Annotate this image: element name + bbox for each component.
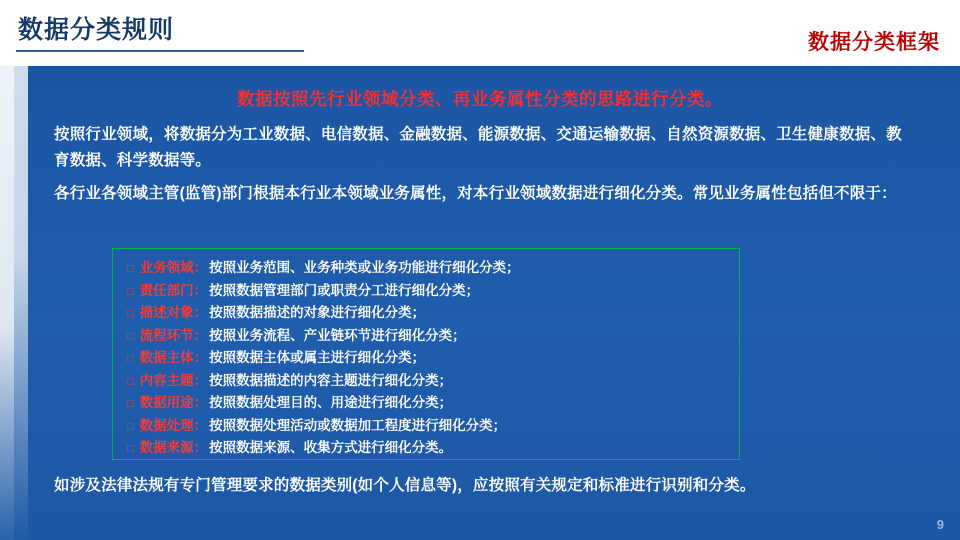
list-item <box>113 415 739 438</box>
paragraph-business-attributes: 各行业各领域主管(监管)部门根据本行业本领域业务属性，对本行业领域数据进行细化分类。常见业务属性包括但不限于： <box>54 185 897 202</box>
title-underline <box>16 50 304 52</box>
list-item-desc: 按照数据描述的内容主题进行细化分类； <box>209 372 453 388</box>
slide-header <box>0 0 960 66</box>
headline-text: 数据按照先行业领域分类、再业务属性分类的思路进行分类。 <box>237 89 723 109</box>
list-item-desc: 按照数据管理部门或职责分工进行细化分类； <box>209 282 480 298</box>
square-bullet-icon: □ <box>127 330 134 343</box>
list-item <box>113 280 739 303</box>
square-bullet-icon: □ <box>127 285 134 298</box>
square-bullet-icon: □ <box>127 353 134 365</box>
list-item <box>113 325 739 348</box>
square-bullet-icon: □ <box>127 398 134 410</box>
square-bullet-icon: □ <box>127 420 134 433</box>
section-title: 数据分类框架 <box>808 31 940 54</box>
list-item-term: 数据来源： <box>139 440 208 455</box>
page-title: 数据分类规则 <box>18 16 175 44</box>
list-item-term: 数据处理： <box>139 417 208 433</box>
list-item-term: 责任部门： <box>139 282 208 298</box>
list-item-term: 描述对象： <box>139 305 208 320</box>
list-item-desc: 按照业务范围、业务种类或业务功能进行细化分类； <box>209 260 520 275</box>
list-item <box>113 370 739 393</box>
list-item-desc: 按照数据处理活动或数据加工程度进行细化分类； <box>209 417 507 433</box>
list-item <box>113 437 739 460</box>
list-item-desc: 按照业务流程、产业链环节进行细化分类； <box>209 327 466 343</box>
list-item <box>113 392 739 415</box>
list-item-desc: 按照数据描述的对象进行细化分类； <box>209 305 426 320</box>
page-number: 9 <box>936 517 944 532</box>
square-bullet-icon: □ <box>127 375 134 388</box>
list-item-desc: 按照数据来源、收集方式进行细化分类。 <box>209 440 453 455</box>
list-item-term: 流程环节： <box>139 327 208 343</box>
list-item-term: 业务领域： <box>139 260 208 275</box>
list-item-term: 数据用途： <box>139 395 208 410</box>
paragraph-legal-requirements: 如涉及法律法规有专门管理要求的数据类别(如个人信息等)，应按照有关规定和标准进行识别和分类。 <box>54 477 756 494</box>
list-item-desc: 按照数据主体或属主进行细化分类； <box>209 350 426 365</box>
content-panel <box>0 66 960 540</box>
square-bullet-icon: □ <box>127 443 134 455</box>
left-gradient-strip-inner <box>0 66 14 540</box>
bullet-list-box <box>112 248 740 460</box>
square-bullet-icon: □ <box>127 308 134 320</box>
list-item-desc: 按照数据处理目的、用途进行细化分类； <box>209 395 453 410</box>
list-item <box>113 347 739 370</box>
list-item-term: 内容主题： <box>139 372 208 388</box>
list-item <box>113 302 739 325</box>
list-item <box>113 257 739 280</box>
paragraph-industry-domains: 按照行业领域，将数据分为工业数据、电信数据、金融数据、能源数据、交通运输数据、自然资源数据、卫生健康数据、教育数据、科学数据等。 <box>54 126 902 169</box>
list-item-term: 数据主体： <box>139 350 208 365</box>
square-bullet-icon: □ <box>127 263 134 275</box>
